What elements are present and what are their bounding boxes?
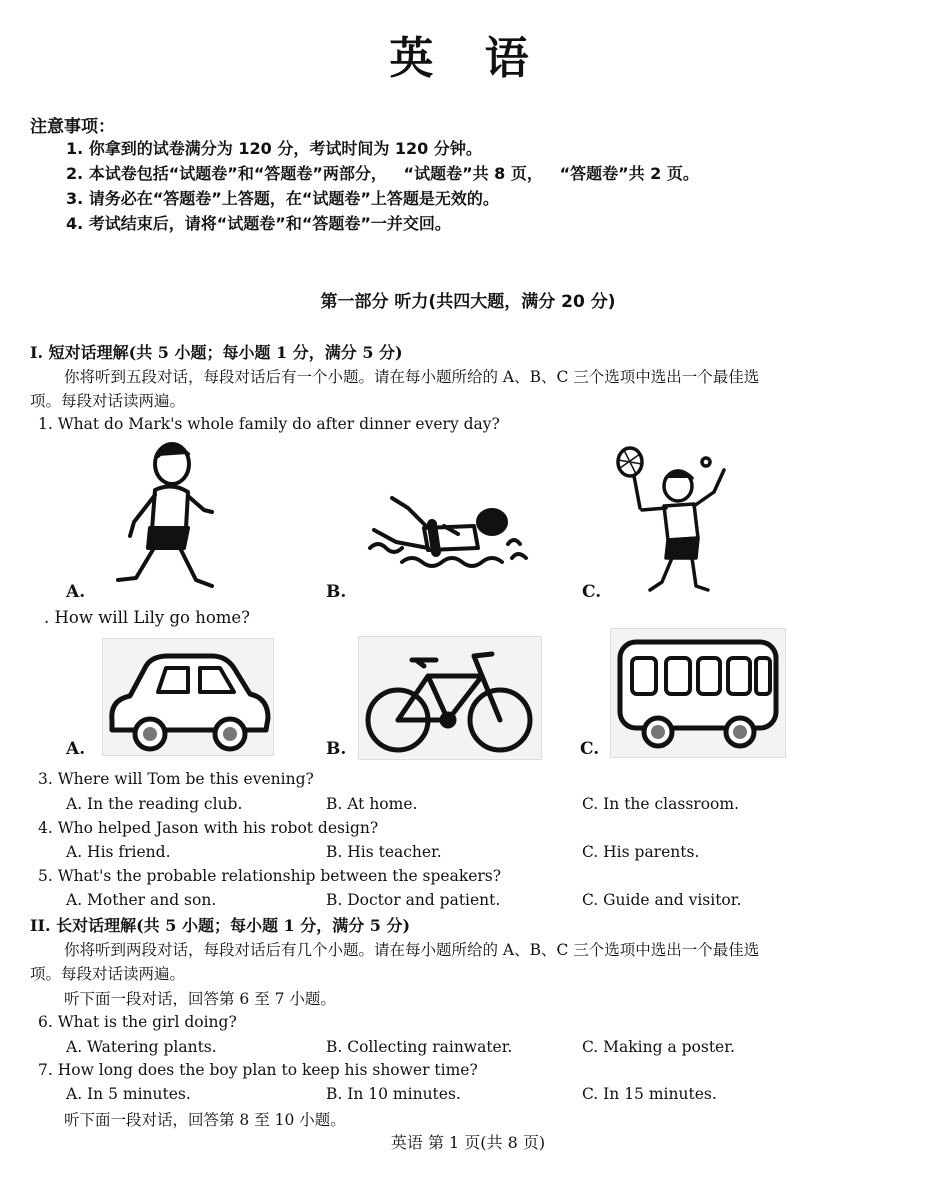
question-3: 3. Where will Tom be this evening? (38, 770, 314, 788)
notice-item: 2. 本试卷包括“试题卷”和“答题卷”两部分， “试题卷”共 8 页， “答题卷”共 2 页。 (66, 164, 699, 183)
option: B. His teacher. (326, 843, 442, 861)
option: A. In 5 minutes. (66, 1085, 191, 1103)
option: A. Mother and son. (66, 891, 217, 909)
part-heading: 第一部分 听力(共四大题，满分 20 分) (320, 292, 616, 312)
option: A. Watering plants. (66, 1038, 217, 1056)
section-heading: I. 短对话理解(共 5 小题；每小题 1 分，满分 5 分) (30, 343, 403, 362)
question-5: 5. What's the probable relationship between the speakers? (38, 867, 502, 885)
option-label: C. (582, 582, 602, 602)
option: B. Doctor and patient. (326, 891, 501, 909)
option-label: A. (66, 739, 86, 759)
option-label: B. (326, 739, 347, 759)
page-title: 英 语 (389, 33, 547, 84)
option-label: C. (580, 739, 600, 759)
car-image (102, 638, 274, 756)
question-6: 6. What is the girl doing? (38, 1013, 237, 1031)
dialogue-lead: 听下面一段对话，回答第 6 至 7 小题。 (64, 990, 336, 1008)
walking-person-image (100, 440, 230, 600)
section-heading: II. 长对话理解(共 5 小题；每小题 1 分，满分 5 分) (30, 916, 411, 935)
question-1: 1. What do Mark's whole family do after dinner every day? (38, 415, 500, 433)
option: B. At home. (326, 795, 418, 813)
option: B. Collecting rainwater. (326, 1038, 513, 1056)
option: A. In the reading club. (66, 795, 243, 813)
option: C. Guide and visitor. (582, 891, 742, 909)
option: C. In the classroom. (582, 795, 739, 813)
section-instructions: 你将听到两段对话，每段对话后有几个小题。请在每小题所给的 A、B、C 三个选项中选出一个最佳选 (64, 941, 760, 959)
bicycle-image (358, 636, 542, 760)
bus-image (610, 628, 786, 758)
option: C. Making a poster. (582, 1038, 735, 1056)
option: C. His parents. (582, 843, 700, 861)
dialogue-lead: 听下面一段对话，回答第 8 至 10 小题。 (64, 1111, 346, 1129)
section-instructions: 项。每段对话读两遍。 (30, 965, 186, 983)
option: C. In 15 minutes. (582, 1085, 717, 1103)
option-label: A. (66, 582, 86, 602)
option: B. In 10 minutes. (326, 1085, 461, 1103)
section-instructions: 项。每段对话读两遍。 (30, 392, 186, 410)
question-7: 7. How long does the boy plan to keep his shower time? (38, 1061, 478, 1079)
notice-item: 1. 你拿到的试卷满分为 120 分，考试时间为 120 分钟。 (66, 139, 482, 158)
option: A. His friend. (66, 843, 171, 861)
question-4: 4. Who helped Jason with his robot design? (38, 819, 379, 837)
section-instructions: 你将听到五段对话，每段对话后有一个小题。请在每小题所给的 A、B、C 三个选项中选出一个最佳选 (64, 368, 760, 386)
page-footer: 英语 第 1 页(共 8 页) (390, 1133, 546, 1152)
question-2: . How will Lily go home? (44, 608, 251, 627)
swimming-person-image (362, 478, 532, 578)
notice-item: 3. 请务必在“答题卷”上答题，在“试题卷”上答题是无效的。 (66, 189, 499, 208)
notice-heading: 注意事项： (30, 117, 115, 137)
notice-item: 4. 考试结束后，请将“试题卷”和“答题卷”一并交回。 (66, 214, 451, 233)
option-label: B. (326, 582, 347, 602)
badminton-player-image (610, 446, 740, 596)
